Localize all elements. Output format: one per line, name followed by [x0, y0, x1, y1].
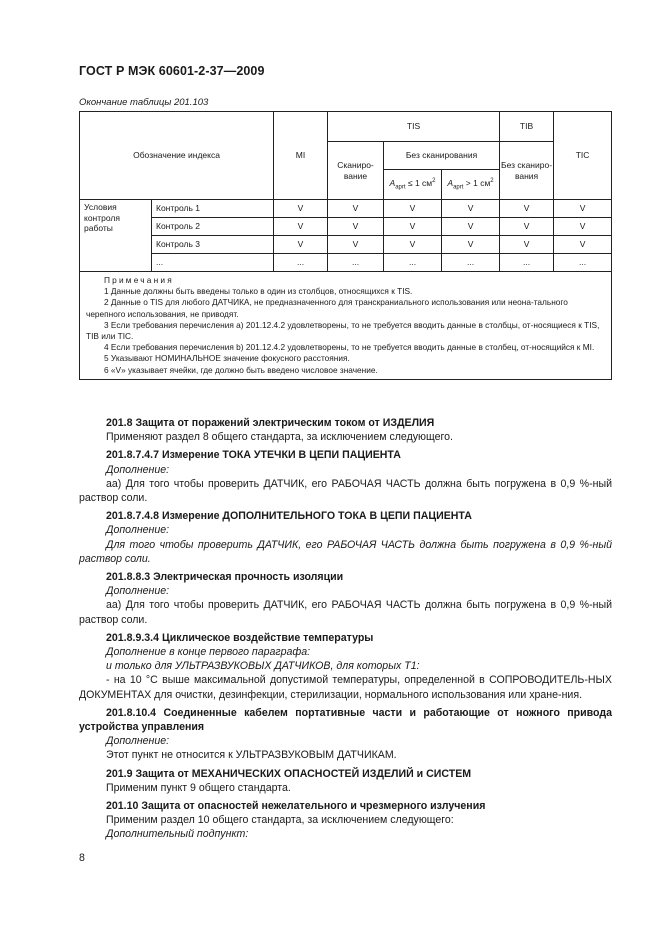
paragraph: Применим пункт 9 общего стандарта.: [106, 781, 291, 794]
paragraph: аа) Для того чтобы проверить ДАТЧИК, его РАБОЧАЯ ЧАСТЬ должна быть погружена в 0,9 %-ный раствор соли.: [79, 599, 612, 626]
note-6: 6 «V» указывает ячейки, где должно быть введено числовое значение.: [104, 364, 378, 375]
table-cell: V: [274, 218, 328, 236]
addition-label: Дополнительный подпункт:: [106, 828, 249, 841]
note-3: 3 Если требования перечисления а) 201.12.4.2 удовлетворены, то не требуется вводить данные в столбцы, от-носящиеся к TIS, TIB или TIC.: [86, 319, 600, 342]
paragraph: Для того чтобы проверить ДАТЧИК, его РАБОЧАЯ ЧАСТЬ должна быть погружена в 0,9 %-ный раствор соли.: [79, 538, 612, 565]
table-cell: ...: [274, 254, 328, 272]
header-aaprt-gt-1: $A_{aprt} > 1$ $см^2$: [442, 170, 500, 200]
addition-label: Дополнение:: [106, 585, 170, 598]
table-cell: V: [384, 218, 442, 236]
section-heading: 201.8.9.3.4 Циклическое воздействие температуры: [106, 631, 374, 644]
document-header: ГОСТ Р МЭК 60601-2-37—2009: [79, 64, 265, 78]
note-4: 4 Если требования перечисления b) 201.12.4.2 удовлетворены, то не требуется вводить данные в столбец, от-носящийся к MI.: [104, 342, 595, 353]
table-cell: ...: [500, 254, 554, 272]
paragraph: Применяют раздел 8 общего стандарта, за исключением следующего.: [106, 431, 453, 444]
table-cell: V: [442, 200, 500, 218]
table-cell: V: [500, 236, 554, 254]
paragraph: Этот пункт не относится к УЛЬТРАЗВУКОВЫМ ДАТЧИКАМ.: [106, 749, 397, 762]
table-notes: [80, 272, 612, 380]
paragraph: аа) Для того чтобы проверить ДАТЧИК, его РАБОЧАЯ ЧАСТЬ должна быть погружена в 0,9 %-ный раствор соли.: [79, 477, 612, 505]
header-aaprt-le-1: $A_{aprt} \le 1$ $см^2$: [384, 170, 442, 200]
table-cell: V: [442, 236, 500, 254]
index-table: [79, 111, 612, 380]
header-tib: TIB: [500, 112, 554, 142]
row-label: Контроль 2: [152, 218, 274, 236]
section-heading: 201.10 Защита от опасностей нежелательного и чрезмерного излучения: [106, 800, 486, 813]
table-cell: V: [384, 236, 442, 254]
header-mi: MI: [274, 112, 328, 200]
section-heading: 201.8 Защита от поражений электрическим током от ИЗДЕЛИЯ: [106, 417, 435, 429]
notes-title: Примечания: [104, 275, 174, 285]
header-tis: TIS: [328, 112, 500, 142]
section-heading: 201.8.10.4 Соединенные кабелем портативные части и работающие от ножного привода устройства управления: [79, 706, 612, 734]
row-label: Контроль 1: [152, 200, 274, 218]
table-cell: V: [500, 200, 554, 218]
table-cell: V: [328, 200, 384, 218]
note-2: 2 Данные о TIS для любого ДАТЧИКА, не предназначенного для транскраниального использования или неона-тального черепного использования, не приводят.: [86, 297, 568, 319]
row-label: ...: [152, 254, 274, 272]
table-cell: V: [554, 218, 612, 236]
addition-label: Дополнение:: [106, 524, 170, 537]
section-heading: 201.9 Защита от МЕХАНИЧЕСКИХ ОПАСНОСТЕЙ ИЗДЕЛИЙ и СИСТЕМ: [106, 767, 472, 780]
header-no-scanning: Без сканирования: [384, 142, 500, 170]
table-caption: Окончание таблицы 201.103: [79, 97, 209, 108]
header-tic: TIC: [554, 112, 612, 200]
table-cell: ...: [554, 254, 612, 272]
section-heading: 201.8.7.4.8 Измерение ДОПОЛНИТЕЛЬНОГО ТОКА В ЦЕПИ ПАЦИЕНТА: [106, 510, 472, 523]
note-1: 1 Данные должны быть введены только в один из столбцов, относящихся к TIS.: [104, 286, 413, 297]
addition-label: Дополнение:: [106, 735, 170, 748]
header-index-designation: Обозначение индекса: [80, 112, 274, 200]
note-5: 5 Указывают НОМИНАЛЬНОЕ значение фокусного расстояния.: [104, 353, 350, 364]
table-cell: V: [554, 236, 612, 254]
table-cell: V: [442, 218, 500, 236]
table-cell: V: [274, 236, 328, 254]
table-cell: ...: [328, 254, 384, 272]
paragraph: Применим раздел 10 общего стандарта, за исключением следующего:: [106, 814, 454, 827]
row-label: Контроль 3: [152, 236, 274, 254]
table-cell: ...: [384, 254, 442, 272]
header-scanning: Сканиро-вание: [328, 142, 384, 200]
table-cell: V: [554, 200, 612, 218]
row-group-operating-conditions: Условия контроля работы: [80, 200, 152, 272]
addition-text: и только для УЛЬТРАЗВУКОВЫХ ДАТЧИКОВ, для которых Т1:: [106, 660, 420, 673]
document-body: [79, 416, 612, 842]
table-cell: V: [328, 236, 384, 254]
paragraph: - на 10 °С выше максимальной допустимой температуры, определенной в СОПРОВОДИТЕЛЬ-НЫХ ДОКУМЕНТАХ для очистки, дезинфекции, стерилизации, нормального использования или хране-ния.: [79, 674, 612, 701]
table-cell: V: [328, 218, 384, 236]
page-number: 8: [79, 852, 85, 864]
table-cell: ...: [442, 254, 500, 272]
table-cell: V: [274, 200, 328, 218]
addition-label: Дополнение:: [106, 463, 170, 476]
header-tib-no-scanning: Без сканиро-вания: [500, 142, 554, 200]
section-heading: 201.8.7.4.7 Измерение ТОКА УТЕЧКИ В ЦЕПИ ПАЦИЕНТА: [106, 449, 401, 462]
table-cell: V: [384, 200, 442, 218]
table-cell: V: [500, 218, 554, 236]
addition-label: Дополнение в конце первого параграфа:: [106, 646, 311, 659]
section-heading: 201.8.8.3 Электрическая прочность изоляции: [106, 571, 344, 584]
